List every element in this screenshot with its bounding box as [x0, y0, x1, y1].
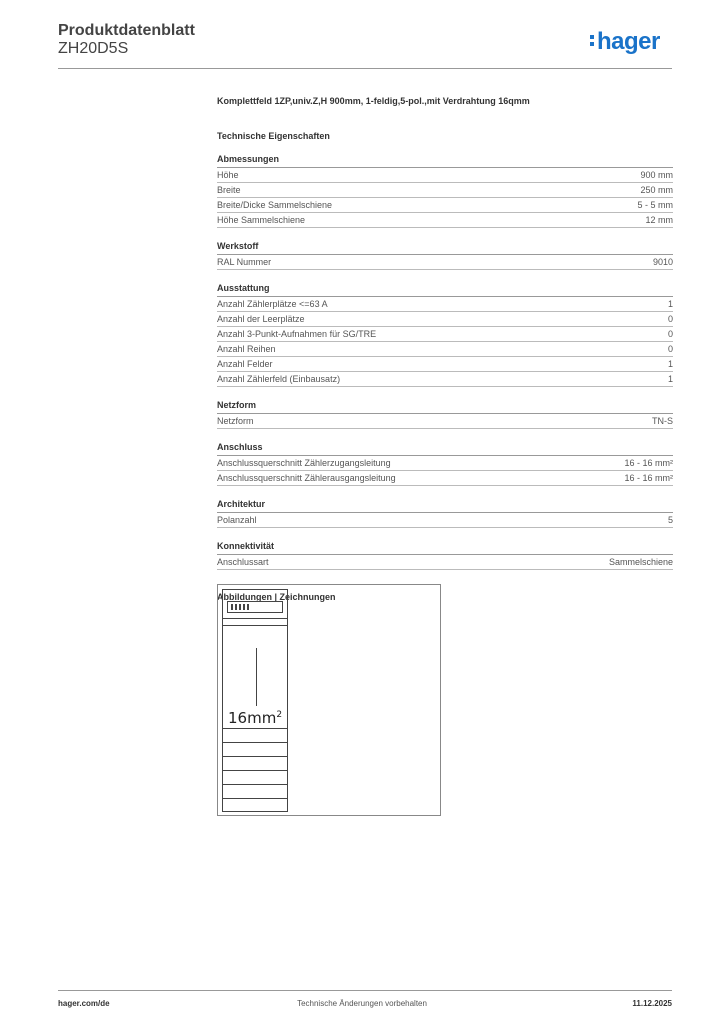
divider-line — [223, 756, 287, 757]
divider-line — [223, 770, 287, 771]
property-value: 9010 — [652, 257, 673, 267]
section-title: Technische Eigenschaften — [217, 131, 330, 141]
cable-line — [256, 648, 257, 706]
property-row — [217, 198, 673, 213]
property-row — [217, 342, 673, 357]
group-title: Anschluss — [217, 442, 673, 456]
logo-dots-icon — [590, 35, 595, 46]
group-title: Architektur — [217, 499, 673, 513]
cross-section-label: $16mm^2$ — [228, 709, 283, 727]
property-row — [217, 414, 673, 429]
cabinet-outline — [222, 589, 288, 812]
property-value: 1 — [667, 359, 673, 369]
images-title: Abbildungen | Zeichnungen — [217, 592, 336, 602]
property-label: Anzahl Zählerfeld (Einbausatz) — [217, 374, 341, 384]
property-label: Anzahl Felder — [217, 359, 273, 369]
property-label: Breite/Dicke Sammelschiene — [217, 200, 333, 210]
meter-slot — [227, 601, 283, 613]
property-row — [217, 327, 673, 342]
property-row — [217, 183, 673, 198]
property-row — [217, 255, 673, 270]
property-label: Anzahl Zählerplätze <=63 A — [217, 299, 328, 309]
group-title: Netzform — [217, 400, 673, 414]
property-label: Anschlussart — [217, 557, 269, 567]
property-value: 5 — [667, 515, 673, 525]
property-label: Anschlussquerschnitt Zählerausgangsleitung — [217, 473, 396, 483]
property-label: RAL Nummer — [217, 257, 272, 267]
divider-line — [223, 618, 287, 619]
property-value: 0 — [667, 329, 673, 339]
footer-disclaimer: Technische Änderungen vorbehalten — [297, 999, 427, 1008]
property-label: Höhe — [217, 170, 239, 180]
property-label: Polanzahl — [217, 515, 257, 525]
property-row — [217, 471, 673, 486]
product-description: Komplettfeld 1ZP,univ.Z,H 900mm, 1-feldig,5-pol.,mit Verdrahtung 16qmm — [217, 96, 530, 106]
property-row — [217, 297, 673, 312]
property-value: Sammelschiene — [608, 557, 673, 567]
group-title: Konnektivität — [217, 541, 673, 555]
divider-line — [223, 728, 287, 729]
divider-line — [223, 784, 287, 785]
property-row — [217, 555, 673, 570]
property-row — [217, 513, 673, 528]
product-code: ZH20D5S — [58, 40, 129, 57]
divider-line — [223, 742, 287, 743]
property-groups — [217, 154, 673, 570]
property-value: 0 — [667, 344, 673, 354]
property-value: 16 - 16 mm² — [624, 473, 673, 483]
property-value: 0 — [667, 314, 673, 324]
property-value: 5 - 5 mm — [637, 200, 673, 210]
divider-line — [223, 625, 287, 626]
hager-logo: hager — [590, 28, 660, 56]
property-value: 1 — [667, 374, 673, 384]
property-value: 250 mm — [640, 185, 673, 195]
footer-website[interactable]: hager.com/de — [58, 999, 110, 1008]
property-value: 1 — [667, 299, 673, 309]
property-label: Höhe Sammelschiene — [217, 215, 306, 225]
property-label: Anzahl Reihen — [217, 344, 276, 354]
header-divider — [58, 68, 672, 69]
property-row — [217, 357, 673, 372]
property-row — [217, 168, 673, 183]
property-row — [217, 456, 673, 471]
datasheet-content — [217, 96, 673, 602]
property-row — [217, 213, 673, 228]
technical-drawing — [217, 584, 441, 816]
property-label: Anschlussquerschnitt Zählerzugangsleitung — [217, 458, 391, 468]
property-row — [217, 372, 673, 387]
property-row — [217, 312, 673, 327]
group-title: Abmessungen — [217, 154, 673, 168]
property-value: 900 mm — [640, 170, 673, 180]
group-title: Werkstoff — [217, 241, 673, 255]
group-title: Ausstattung — [217, 283, 673, 297]
property-label: Anzahl der Leerplätze — [217, 314, 305, 324]
page-title: Produktdatenblatt — [58, 22, 195, 39]
footer-divider — [58, 990, 672, 991]
property-label: Breite — [217, 185, 241, 195]
property-label: Netzform — [217, 416, 254, 426]
divider-line — [223, 798, 287, 799]
property-label: Anzahl 3-Punkt-Aufnahmen für SG/TRE — [217, 329, 377, 339]
property-value: TN-S — [652, 416, 673, 426]
footer-date: 11.12.2025 — [632, 999, 672, 1008]
property-value: 12 mm — [645, 215, 673, 225]
property-value: 16 - 16 mm² — [624, 458, 673, 468]
